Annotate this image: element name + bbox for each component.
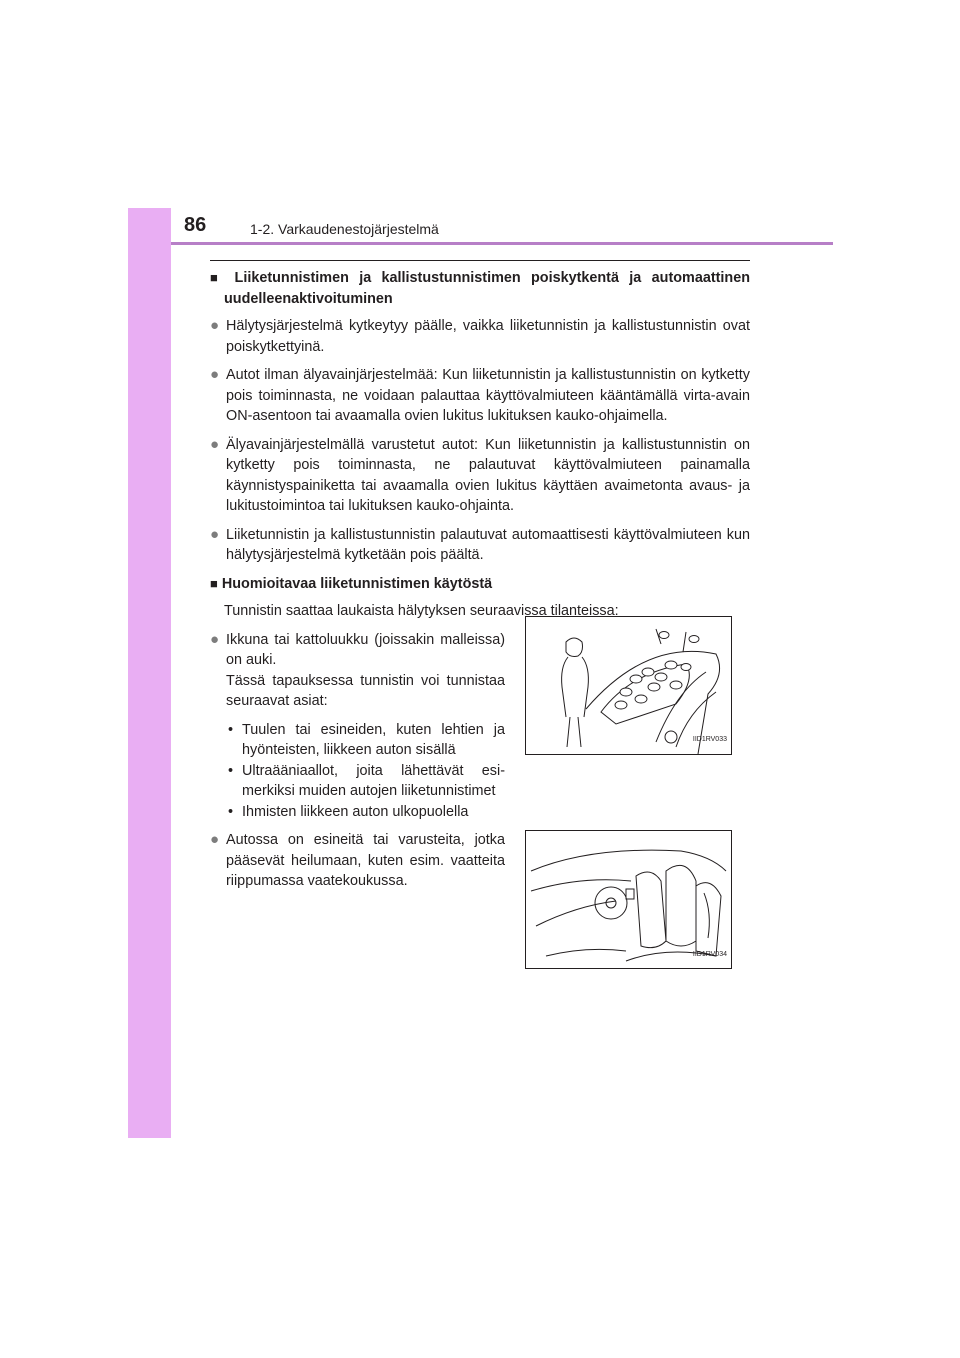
list-item-text: Autossa on esineitä tai varusteita, jotka pääsevät heilumaan, kuten esim. vaatteita riippumassa vaatekoukussa. — [226, 832, 505, 889]
figure-leaves-sunroof — [525, 616, 732, 755]
header-rule — [171, 242, 833, 245]
running-head: 1-2. Varkaudenestojärjestelmä — [250, 221, 439, 237]
sub-item-text: Ultraääniaallot, joita lähettävät esimerkiksi muiden autojen liiketunnistimet — [242, 762, 505, 799]
section-heading-text: Huomioitavaa liiketunnistimen käytöstä — [221, 575, 493, 592]
item-with-figure — [210, 830, 750, 969]
page-content — [210, 268, 750, 977]
round-bullet-icon: ● — [210, 435, 220, 453]
list-item — [210, 365, 750, 427]
section-heading-text: Liiketunnistimen ja kallistustunnistimen poiskytkentä ja automaattinen uudelleenaktivoituminen — [224, 270, 750, 307]
intro-text: Tunnistin saattaa laukaista hälytyksen seuraavissa tilanteissa: — [224, 603, 619, 619]
item-with-figure — [210, 630, 750, 823]
figure-car-interior — [525, 830, 732, 969]
round-bullet-icon: ● — [210, 525, 220, 543]
section-rule — [210, 260, 750, 261]
list-item — [210, 830, 505, 892]
sub-item-text: Ihmisten liikkeen auton ulkopuolella — [242, 803, 469, 820]
sub-bullet-icon: • — [228, 803, 234, 820]
figure-code: IID1RV034 — [692, 950, 727, 958]
list-item-text: Autot ilman älyavainjärjestelmää: Kun liiketunnistin ja kallistustunnistin on kytketty pois toiminnasta, ne voidaan palauttaa käyttövalmiuteen kääntämällä virta-avain ON-asentoon tai avaamalla ovien lukitus lukituksen kauko-ohjaimella. — [226, 367, 750, 424]
sub-bullet-icon: • — [228, 762, 234, 779]
list-item-text: Hälytysjärjestelmä kytkeytyy päälle, vaikka liiketunnistin ja kallistustunnistin ovat poiskytkettyinä. — [226, 318, 750, 355]
round-bullet-icon: ● — [210, 630, 220, 648]
list-item — [210, 525, 750, 566]
square-bullet-icon: ■ — [210, 575, 218, 591]
round-bullet-icon: ● — [210, 831, 220, 848]
list-item-text: Ikkuna tai kattoluukku (joissakin malleissa) on auki. — [226, 631, 505, 668]
round-bullet-icon: ● — [210, 366, 220, 383]
side-tab — [128, 208, 171, 1138]
sub-item-text: Tuulen tai esineiden, kuten lehtien ja hyönteisten, liikkeen auton sisällä — [242, 721, 505, 758]
sub-bullet-icon: • — [228, 721, 234, 738]
sub-item — [210, 761, 505, 802]
list-item — [210, 630, 505, 712]
section-heading — [210, 574, 750, 595]
list-item-text: Liiketunnistin ja kallistustunnistin palautuvat automaattisesti käyttövalmiuteen kun hälytysjärjestelmä kytketään pois päältä. — [226, 526, 750, 563]
list-item — [210, 316, 750, 357]
figure-code: IID1RV033 — [692, 736, 727, 743]
list-item — [210, 435, 750, 517]
page-number: 86 — [184, 214, 207, 236]
sub-item — [210, 802, 505, 823]
round-bullet-icon: ● — [210, 317, 220, 334]
list-item-note: Tässä tapauksessa tunnistin voi tunnistaa seuraavat asiat: — [226, 672, 505, 709]
square-bullet-icon: ■ — [210, 270, 225, 285]
section-heading — [210, 268, 750, 309]
list-item-text: Älyavainjärjestelmällä varustetut autot: Kun liiketunnistin ja kallistustunnistin on kytketty pois toiminnasta, ne palautuvat käyttövalmiuteen painamalla käynnistyspainiketta tai avaamalla ovien lukitus käyttäen avaimetonta avaus- ja lukitustoimintoa tai lukituksen kauko-ohjainta. — [226, 436, 750, 514]
sub-item — [210, 720, 505, 761]
